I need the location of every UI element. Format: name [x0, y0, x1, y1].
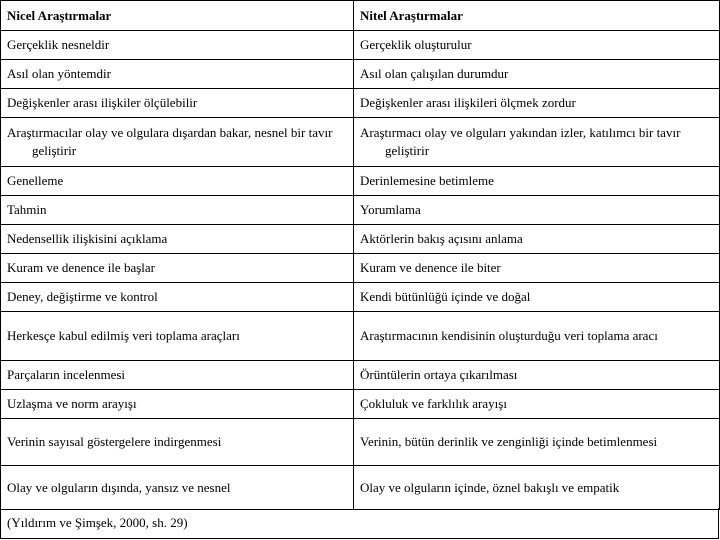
qualitative-cell: Gerçeklik oluşturulur [354, 31, 720, 60]
source-citation: (Yıldırım ve Şimşek, 2000, sh. 29) [0, 508, 719, 539]
qualitative-cell-text: Araştırmacı olay ve olguları yakından izler, katılımcı bir tavır geliştirir [360, 125, 681, 158]
quantitative-cell: Nedensellik ilişkisini açıklama [1, 225, 354, 254]
table-row [1, 283, 720, 312]
header-quantitative: Nicel Araştırmalar [1, 1, 354, 31]
table-row [1, 31, 720, 60]
qualitative-cell [354, 312, 720, 361]
quantitative-cell: Gerçeklik nesneldir [1, 31, 354, 60]
quantitative-cell: Genelleme [1, 167, 354, 196]
qualitative-cell [354, 118, 720, 167]
qualitative-cell: Örüntülerin ortaya çıkarılması [354, 361, 720, 390]
qualitative-cell: Yorumlama [354, 196, 720, 225]
quantitative-cell: Herkesçe kabul edilmiş veri toplama araçları [1, 312, 354, 361]
quantitative-cell: Değişkenler arası ilişkiler ölçülebilir [1, 89, 354, 118]
table-row [1, 196, 720, 225]
quantitative-cell: Deney, değiştirme ve kontrol [1, 283, 354, 312]
table-row [1, 225, 720, 254]
quantitative-cell: Asıl olan yöntemdir [1, 60, 354, 89]
table-row [1, 254, 720, 283]
qualitative-cell: Olay ve olguların içinde, öznel bakışlı ve empatik [354, 466, 720, 510]
table-row [1, 312, 720, 361]
quantitative-cell: Olay ve olguların dışında, yansız ve nesnel [1, 466, 354, 510]
table-row [1, 89, 720, 118]
qualitative-cell: Çokluluk ve farklılık arayışı [354, 390, 720, 419]
qualitative-cell-text: Verinin, bütün derinlik ve zenginliği içinde betimlenmesi [360, 434, 658, 449]
quantitative-cell: Kuram ve denence ile başlar [1, 254, 354, 283]
header-qualitative: Nitel Araştırmalar [354, 1, 720, 31]
quantitative-cell: Parçaların incelenmesi [1, 361, 354, 390]
quantitative-cell [1, 118, 354, 167]
quantitative-cell: Uzlaşma ve norm arayışı [1, 390, 354, 419]
qualitative-cell: Kuram ve denence ile biter [354, 254, 720, 283]
qualitative-cell: Derinlemesine betimleme [354, 167, 720, 196]
table-row [1, 466, 720, 510]
table-row [1, 390, 720, 419]
table-row [1, 118, 720, 167]
qualitative-cell: Asıl olan çalışılan durumdur [354, 60, 720, 89]
qualitative-cell: Aktörlerin bakış açısını anlama [354, 225, 720, 254]
quantitative-cell: Tahmin [1, 196, 354, 225]
table-row [1, 60, 720, 89]
quantitative-cell: Verinin sayısal göstergelere indirgenmesi [1, 419, 354, 466]
qualitative-cell: Değişkenler arası ilişkileri ölçmek zordur [354, 89, 720, 118]
quantitative-cell-text: Araştırmacılar olay ve olgulara dışardan bakar, nesnel bir tavır geliştirir [7, 125, 333, 158]
qualitative-cell-text: Araştırmacının kendisinin oluşturduğu veri toplama aracı [360, 328, 658, 343]
table-row [1, 167, 720, 196]
qualitative-cell: Kendi bütünlüğü içinde ve doğal [354, 283, 720, 312]
header-row [1, 1, 720, 31]
qualitative-cell [354, 419, 720, 466]
table-row [1, 361, 720, 390]
table-row [1, 419, 720, 466]
